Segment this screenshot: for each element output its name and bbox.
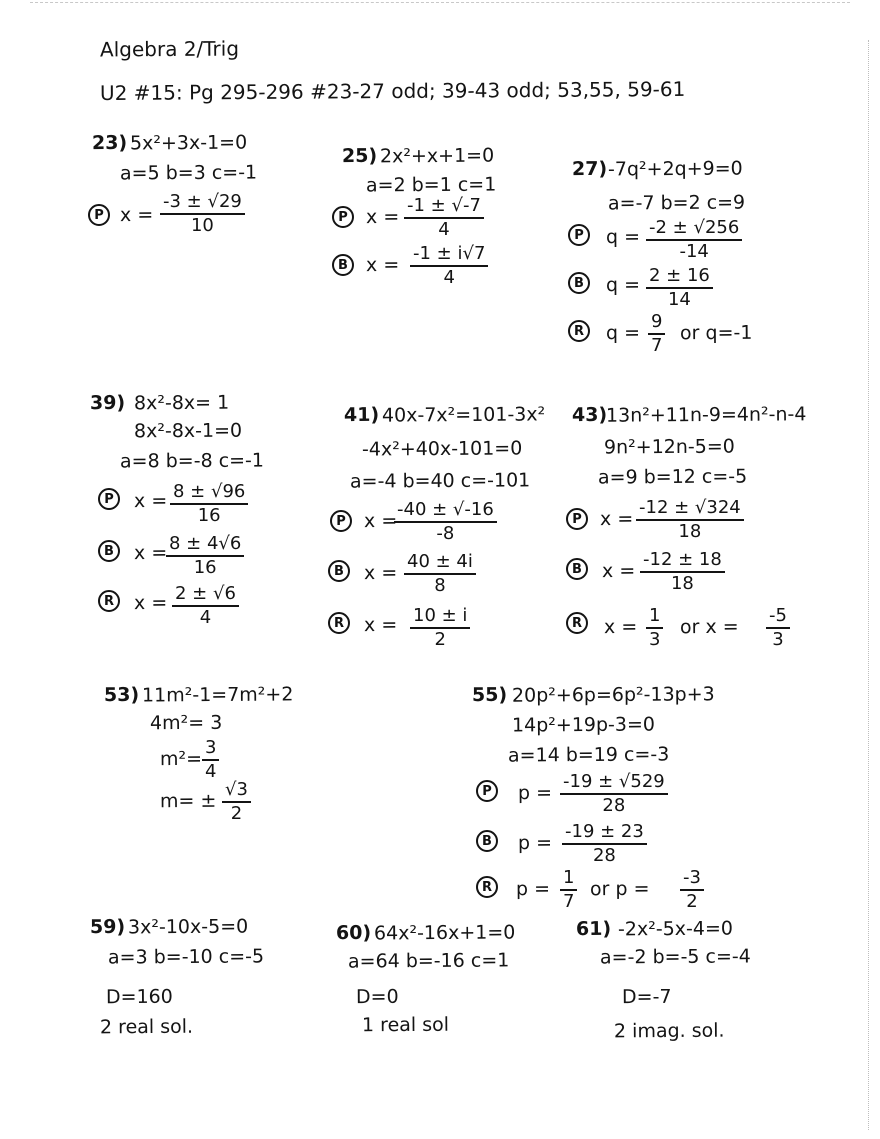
label-p-circle: P: [330, 510, 352, 532]
reduced-fraction: [648, 312, 665, 356]
equation: -2x²-5x-4=0: [617, 917, 734, 941]
solution-type: 2 imag. sol.: [613, 1019, 725, 1043]
numerator: 2 ± √6: [172, 584, 239, 607]
m-squared-fraction: [202, 738, 219, 782]
scan-edge-right: [868, 40, 871, 1130]
denominator: 2: [686, 891, 698, 912]
solution-type: 1 real sol: [361, 1013, 450, 1037]
label-r-circle: R: [98, 590, 120, 612]
formula-variable: x =: [599, 507, 634, 531]
discriminant: D=0: [355, 985, 399, 1009]
coefficients: a=-7 b=2 c=9: [607, 191, 746, 215]
numerator: -1 ± √-7: [404, 196, 484, 219]
formula-variable: x =: [119, 203, 154, 227]
simplified-variable: x =: [365, 253, 400, 277]
discriminant: D=-7: [621, 985, 672, 1009]
denominator: 18: [678, 521, 702, 542]
problem-number: 23): [91, 131, 128, 155]
numerator: 1: [646, 606, 663, 629]
formula-fraction: [394, 500, 497, 544]
denominator: 18: [670, 573, 694, 594]
coefficients: a=-2 b=-5 c=-4: [599, 945, 751, 969]
label-r-circle: R: [328, 612, 350, 634]
or-connector: or x =: [679, 615, 739, 639]
formula-fraction: [560, 772, 668, 816]
scan-edge-top: [30, 2, 850, 9]
solution-type: 2 real sol.: [99, 1015, 194, 1039]
equation: 20p²+6p=6p²-13p+3: [511, 683, 715, 707]
simplified-fraction: [166, 534, 244, 578]
second-root: or q=-1: [679, 321, 753, 345]
or-connector: or p =: [589, 877, 650, 901]
coefficients: a=2 b=1 c=1: [365, 173, 497, 197]
problem-number: 53): [103, 683, 140, 707]
numerator: -2 ± √256: [646, 218, 742, 241]
standard-form: 9n²+12n-5=0: [603, 435, 735, 459]
label-b-circle: B: [328, 560, 350, 582]
denominator: 16: [193, 557, 217, 578]
formula-fraction: [160, 192, 245, 236]
denominator: 4: [205, 761, 217, 782]
discriminant: D=160: [105, 985, 173, 1009]
equation: 13n²+11n-9=4n²-n-4: [605, 403, 807, 427]
coefficients: a=14 b=19 c=-3: [507, 743, 670, 767]
denominator: 4: [438, 219, 450, 240]
numerator: 40 ± 4i: [404, 552, 476, 575]
formula-fraction: [636, 498, 744, 542]
denominator: 2: [434, 629, 446, 650]
numerator: -1 ± i√7: [410, 244, 488, 267]
problem-number: 55): [471, 683, 508, 707]
denominator: -14: [679, 241, 709, 262]
numerator: 9: [648, 312, 665, 335]
equation: 11m²-1=7m²+2: [141, 683, 294, 707]
label-p-circle: P: [332, 206, 354, 228]
numerator: 1: [560, 868, 577, 891]
problem-number: 59): [89, 915, 126, 939]
denominator: 28: [592, 845, 616, 866]
simplified-variable: q =: [605, 273, 641, 297]
denominator: 2: [230, 803, 243, 824]
assignment-line: U2 #15: Pg 295-296 #23-27 odd; 39-43 odd; 53,55, 59-61: [99, 76, 686, 106]
label-b-circle: B: [566, 558, 588, 580]
formula-variable: x =: [133, 489, 168, 513]
simplified-fraction: [562, 822, 647, 866]
numerator: 10 ± i: [410, 606, 470, 629]
problem-number: 27): [571, 157, 608, 181]
denominator: 4: [199, 607, 212, 628]
numerator: 8 ± 4√6: [166, 534, 244, 557]
equation: -7q²+2q+9=0: [607, 157, 743, 181]
simplified-variable: x =: [133, 541, 168, 565]
page-title: Algebra 2/Trig: [99, 36, 240, 62]
reduced-variable: q =: [605, 321, 641, 345]
denominator: 14: [667, 289, 691, 310]
simplified-fraction: [410, 244, 488, 288]
reduced-variable: x =: [363, 613, 398, 637]
label-p-circle: P: [88, 204, 110, 226]
label-p-circle: P: [98, 488, 120, 510]
simplified-fraction: [640, 550, 725, 594]
equation: 64x²-16x+1=0: [373, 921, 516, 945]
denominator: 3: [649, 629, 661, 650]
label-r-circle: R: [566, 612, 588, 634]
simplified-variable: x =: [601, 559, 636, 583]
problem-number: 41): [343, 403, 380, 427]
simplified-fraction: [404, 552, 476, 596]
reduced-variable: x =: [603, 615, 638, 639]
coefficients: a=-4 b=40 c=-101: [349, 469, 531, 493]
reduced-fraction: [410, 606, 470, 650]
label-p-circle: P: [568, 224, 590, 246]
denominator: 10: [190, 215, 214, 236]
reduced-fraction-1: [560, 868, 577, 912]
standard-form: 8x²-8x-1=0: [133, 419, 243, 443]
m-squared-variable: m²=: [159, 747, 203, 771]
label-p-circle: P: [566, 508, 588, 530]
denominator: -8: [436, 523, 455, 544]
equation: 8x²-8x= 1: [133, 391, 230, 415]
numerator: -3: [680, 868, 704, 891]
equation: 3x²-10x-5=0: [127, 915, 249, 939]
numerator: 2 ± 16: [646, 266, 713, 289]
problem-number: 60): [335, 921, 372, 945]
formula-variable: p =: [517, 781, 553, 805]
numerator: -19 ± 23: [562, 822, 647, 845]
numerator: -19 ± √529: [560, 772, 668, 795]
label-b-circle: B: [476, 830, 498, 852]
formula-variable: x =: [363, 509, 398, 533]
coefficients: a=64 b=-16 c=1: [347, 949, 510, 973]
simplified-fraction: [646, 266, 713, 310]
equation: 40x-7x²=101-3x²: [381, 403, 546, 427]
problem-number: 25): [341, 144, 378, 168]
numerator: √3: [222, 780, 251, 803]
coefficients: a=3 b=-10 c=-5: [107, 945, 265, 969]
numerator: -12 ± √324: [636, 498, 744, 521]
coefficients: a=8 b=-8 c=-1: [119, 449, 265, 473]
problem-number: 39): [89, 391, 126, 415]
problem-number: 61): [575, 917, 612, 941]
label-b-circle: B: [332, 254, 354, 276]
coefficients: a=5 b=3 c=-1: [119, 161, 258, 185]
formula-fraction: [404, 196, 484, 240]
reduced-fraction-2: [766, 606, 790, 650]
label-r-circle: R: [568, 320, 590, 342]
m-fraction: [222, 780, 251, 824]
denominator: 16: [197, 505, 221, 526]
m-variable: m= ±: [159, 789, 217, 813]
reduced-variable: x =: [133, 591, 168, 615]
problem-number: 43): [571, 403, 608, 427]
standard-form: -4x²+40x-101=0: [361, 437, 523, 461]
denominator: 4: [443, 267, 455, 288]
numerator: -3 ± √29: [160, 192, 245, 215]
denominator: 7: [651, 335, 663, 356]
equation: 5x²+3x-1=0: [129, 131, 248, 155]
reduced-fraction-1: [646, 606, 663, 650]
denominator: 3: [772, 629, 784, 650]
numerator: 3: [202, 738, 219, 761]
label-b-circle: B: [568, 272, 590, 294]
reduced-variable: p =: [515, 877, 551, 901]
equation: 2x²+x+1=0: [379, 144, 495, 168]
label-p-circle: P: [476, 780, 498, 802]
formula-fraction: [170, 482, 248, 526]
numerator: 8 ± √96: [170, 482, 248, 505]
numerator: -5: [766, 606, 790, 629]
simplified-equation: 4m²= 3: [149, 711, 223, 735]
formula-variable: x =: [365, 205, 400, 229]
label-r-circle: R: [476, 876, 498, 898]
denominator: 8: [434, 575, 446, 596]
numerator: -40 ± √-16: [394, 500, 497, 523]
denominator: 7: [563, 891, 575, 912]
formula-variable: q =: [605, 225, 641, 249]
label-b-circle: B: [98, 540, 120, 562]
simplified-variable: x =: [363, 561, 398, 585]
numerator: -12 ± 18: [640, 550, 725, 573]
simplified-variable: p =: [517, 831, 553, 855]
denominator: 28: [602, 795, 626, 816]
formula-fraction: [646, 218, 742, 262]
standard-form: 14p²+19p-3=0: [511, 713, 656, 737]
coefficients: a=9 b=12 c=-5: [597, 465, 748, 489]
reduced-fraction-2: [680, 868, 704, 912]
reduced-fraction: [172, 584, 239, 628]
